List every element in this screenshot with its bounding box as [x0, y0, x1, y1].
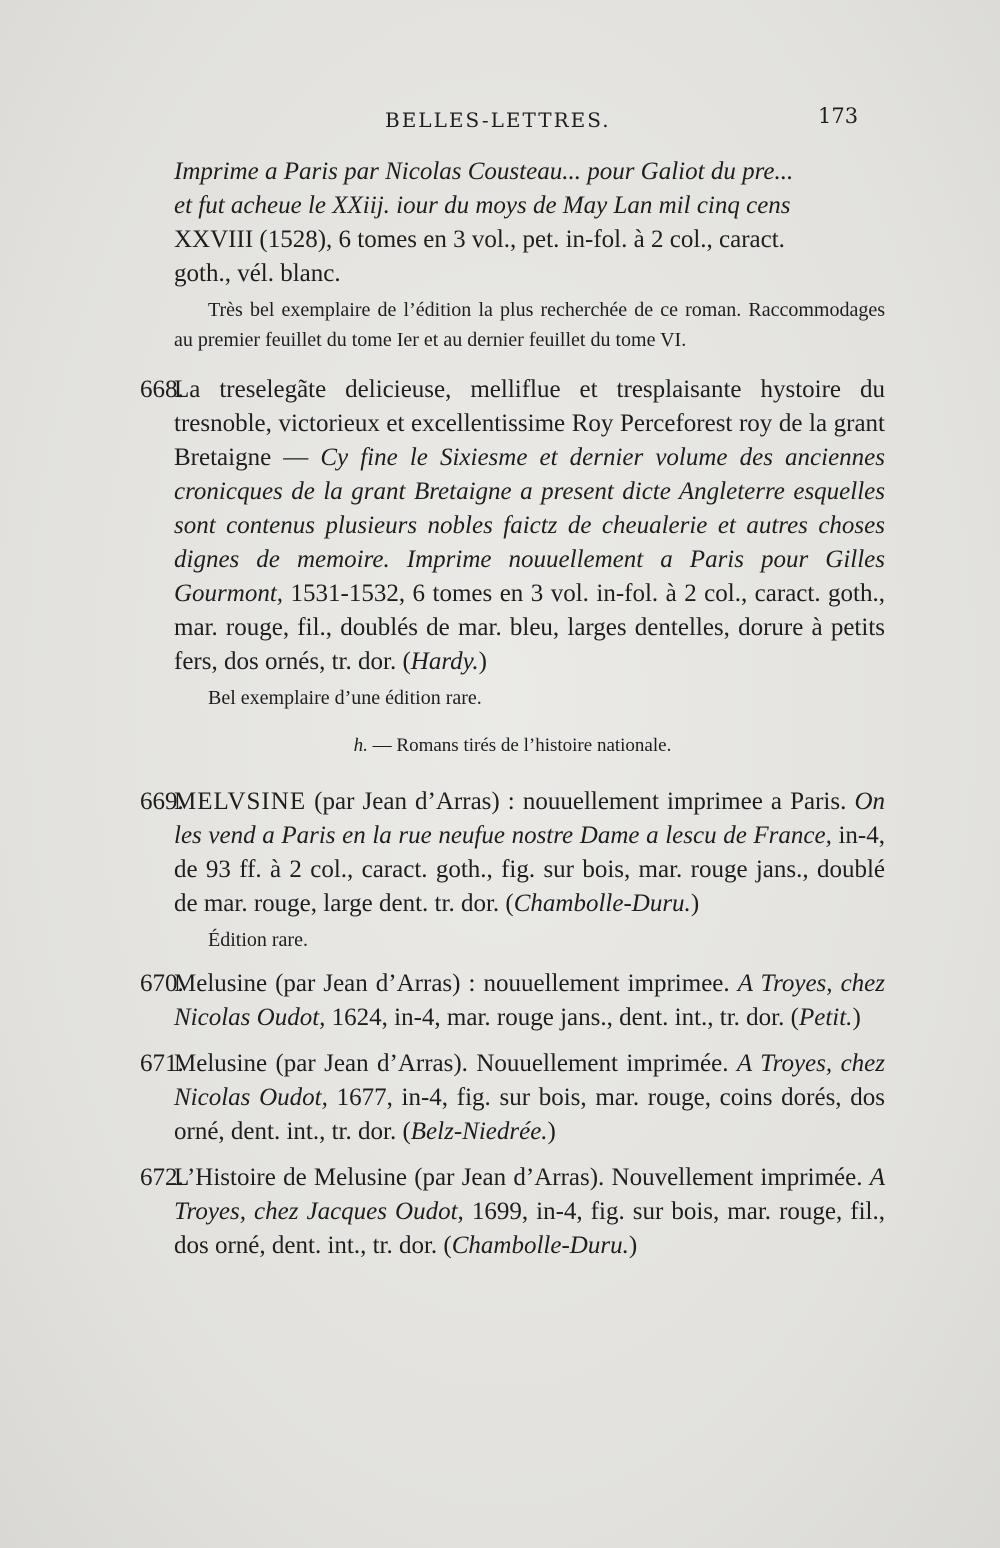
entry-line: et fut acheue le XXiij. iour du moys de May Lan mil cinq cens — [174, 192, 791, 219]
entry-number: 670. — [140, 970, 184, 997]
entry-title: MELVSINE — [174, 788, 307, 815]
entry-title: La treselegãte delicieuse, melliflue et tresplaisante hystoire du tresnoble, victorieux et excellentissime Roy Perceforest roy de la grant Bretaigne — — [174, 376, 885, 471]
entry-binder: Chambolle-Duru. — [513, 890, 691, 917]
entry-close: ) — [852, 1004, 861, 1031]
entry-close: ) — [690, 890, 700, 917]
entry-note: Très bel exemplaire de l’édition la plus recherchée de ce roman. Raccommodages au premier feuillet du tome Ier et au dernier feuillet du tome VI. — [174, 299, 885, 351]
entry-note: Bel exemplaire d’une édition rare. — [208, 687, 482, 709]
entry-title: L’Histoire de Melusine (par Jean d’Arras). Nouvellement imprimée. — [174, 1164, 870, 1191]
entry-line: goth., vél. blanc. — [174, 260, 341, 287]
entry-title: Melusine (par Jean d’Arras) : nouuellement imprimee. — [174, 970, 738, 997]
entry-670 — [140, 967, 885, 1035]
section-letter: h. — [353, 735, 368, 756]
entry-671 — [140, 1047, 885, 1149]
entry-binder: Petit. — [798, 1004, 853, 1031]
entry-imprint: Cy fine le Sixiesme et dernier volume des anciennes cronicques de la grant Bretaigne a present dicte Angleterre esquelles sont contenus plusieurs nobles faictz de cheualerie et autres choses dignes de memoire. Imprime nouuellement a Paris pour Gilles Gourmont, — [174, 444, 885, 607]
entry-binder: Hardy. — [410, 648, 479, 675]
entry-imprint: On les vend a Paris en la rue neufue nostre Dame a lescu de France, — [174, 788, 885, 849]
entry-number: 671. — [140, 1050, 184, 1077]
entry-close: ) — [478, 648, 487, 675]
catalogue-text — [140, 155, 885, 1263]
entry-668 — [140, 373, 885, 679]
entry-details: 1531-1532, 6 tomes en 3 vol. in-fol. à 2 col., caract. goth., mar. rouge, fil., doublés de mar. bleu, larges dentelles, dorure à petits fers, dos ornés, tr. dor. ( — [174, 580, 885, 675]
entry-imprint: A Troyes, chez Nicolas Oudot, — [174, 1050, 885, 1111]
page-header — [0, 104, 1000, 134]
entry-details: in-4, de 93 ff. à 2 col., caract. goth., fig. sur bois, mar. rouge jans., doublé de mar. rouge, large dent. tr. dor. ( — [174, 822, 885, 917]
entry-667-continuation — [140, 155, 885, 291]
entry-title: Melusine (par Jean d’Arras). Nouuellement imprimée. — [174, 1050, 737, 1077]
entry-binder: Belz-Niedrée. — [410, 1118, 548, 1145]
entry-669 — [140, 785, 885, 921]
running-head: BELLES-LETTRES. — [385, 108, 611, 132]
section-title: — Romans tirés de l’histoire nationale. — [372, 735, 672, 756]
entry-note: Édition rare. — [208, 929, 308, 951]
entry-title-rest: (par Jean d’Arras) : nouuellement imprimee a Paris. — [306, 788, 855, 815]
entry-line: XXVIII (1528), 6 tomes en 3 vol., pet. in-fol. à 2 col., caract. — [174, 226, 785, 253]
entry-672 — [140, 1161, 885, 1263]
entry-number: 669. — [140, 788, 184, 815]
section-heading — [140, 735, 885, 757]
entry-close: ) — [628, 1232, 638, 1259]
entry-imprint: A Troyes, chez Nicolas Oudot, — [174, 970, 885, 1031]
entry-details: 1624, in-4, mar. rouge jans., dent. int., tr. dor. ( — [325, 1004, 799, 1031]
entry-imprint: A Troyes, chez Jacques Oudot, — [174, 1164, 885, 1225]
entry-binder: Chambolle-Duru. — [451, 1232, 629, 1259]
entry-close: ) — [547, 1118, 556, 1145]
entry-details: 1699, in-4, fig. sur bois, mar. rouge, fil., dos orné, dent. int., tr. dor. ( — [174, 1198, 885, 1259]
entry-line: Imprime a Paris par Nicolas Cousteau... pour Galiot du pre... — [174, 158, 794, 185]
page-number: 173 — [818, 104, 859, 128]
entry-number: 668. — [140, 376, 184, 403]
entry-details: 1677, in-4, fig. sur bois, mar. rouge, coins dorés, dos orné, dent. int., tr. dor. ( — [174, 1084, 885, 1145]
entry-number: 672. — [140, 1164, 184, 1191]
